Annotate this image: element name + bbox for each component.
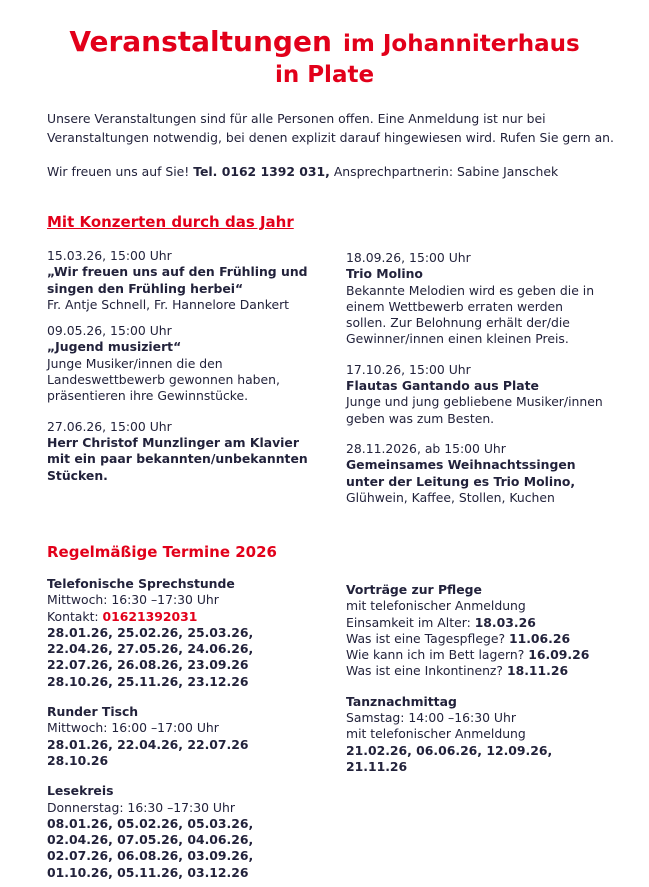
concerts-left-column xyxy=(47,248,317,484)
date-list: 28.10.26, 25.11.26, 23.12.26 xyxy=(47,673,249,689)
date-list: 22.04.26, 27.05.26, 24.06.26, xyxy=(47,641,254,657)
dance-time: Samstag: 14:00 –16:30 Uhr xyxy=(346,710,516,726)
reading-circle-title: Lesekreis xyxy=(47,783,114,799)
care-talk-date: 18.03.26 xyxy=(474,614,536,630)
care-talk-item xyxy=(346,631,636,647)
concerts-heading: Mit Konzerten durch das Jahr xyxy=(47,213,294,231)
care-talk-date: 16.09.26 xyxy=(528,647,590,663)
title-part-1: Veranstaltungen xyxy=(69,25,332,58)
event-date: 27.06.26, 15:00 Uhr xyxy=(47,418,172,434)
care-talk-date: 18.11.26 xyxy=(506,663,569,679)
event-description: einem Wettbewerb erraten werden xyxy=(346,298,563,314)
regular-right-column xyxy=(346,582,636,775)
contact-number: 01621392031 xyxy=(102,608,198,624)
event-description: präsentieren ihre Gewinnstücke. xyxy=(47,388,249,404)
event-date: 09.05.26, 15:00 Uhr xyxy=(47,323,172,339)
event-title: „Jugend musiziert“ xyxy=(47,339,182,355)
event-description: geben was zum Besten. xyxy=(346,410,495,426)
care-talk-label: Einsamkeit im Alter: xyxy=(346,614,475,630)
regular-left-column xyxy=(47,576,317,881)
event-date: 15.03.26, 15:00 Uhr xyxy=(47,248,172,263)
phone-hour-contact xyxy=(47,609,317,625)
care-talk-date: 11.06.26 xyxy=(508,630,571,646)
date-list: 01.10.26, 05.11.26, 03.12.26 xyxy=(47,864,249,880)
round-table-time: Mittwoch: 16:00 –17:00 Uhr xyxy=(47,720,219,736)
event-title: singen den Frühling herbei“ xyxy=(47,280,244,296)
title-part-2: im Johanniterhaus xyxy=(343,31,580,57)
care-talk-label: Was ist eine Tagespflege? xyxy=(346,630,509,646)
care-talks-note: mit telefonischer Anmeldung xyxy=(346,598,526,614)
event-title: „Wir freuen uns auf den Frühling und xyxy=(47,264,308,280)
event-description: Fr. Antje Schnell, Fr. Hannelore Dankert xyxy=(47,296,290,312)
reading-circle-time: Donnerstag: 16:30 –17:30 Uhr xyxy=(47,799,235,815)
contact-line xyxy=(47,162,617,181)
care-talk-item xyxy=(346,663,636,679)
event-date: 17.10.26, 15:00 Uhr xyxy=(346,361,471,377)
event-title: unter der Leitung es Trio Molino, xyxy=(346,473,576,489)
event-title: Herr Christof Munzlinger am Klavier xyxy=(47,434,299,450)
phone-hour-title: Telefonische Sprechstunde xyxy=(47,576,235,591)
event-description: Bekannte Melodien wird es geben die in xyxy=(346,282,595,298)
care-talks-title: Vorträge zur Pflege xyxy=(346,582,482,597)
intro-line-2: Veranstaltungen notwendig, bei denen explizit darauf hingewiesen wird. Rufen Sie gern an. xyxy=(47,130,614,145)
regular-dates-heading: Regelmäßige Termine 2026 xyxy=(47,543,277,561)
date-list: 22.07.26, 26.08.26, 23.09.26 xyxy=(47,657,249,673)
round-table-title: Runder Tisch xyxy=(47,704,139,720)
contact-prefix: Wir freuen uns auf Sie! xyxy=(47,164,194,179)
event-description: sollen. Zur Belohnung erhält der/die xyxy=(346,315,570,331)
event-title: mit ein paar bekannten/unbekannten xyxy=(47,451,308,467)
phone-hour-time: Mittwoch: 16:30 –17:30 Uhr xyxy=(47,592,219,608)
contact-label: Kontakt: xyxy=(47,608,103,624)
event-title: Stücken. xyxy=(47,467,108,483)
care-talk-item xyxy=(346,615,636,631)
event-title: Gemeinsames Weihnachtssingen xyxy=(346,457,576,473)
care-talk-item xyxy=(346,647,636,663)
event-date: 28.11.2026, ab 15:00 Uhr xyxy=(346,440,506,456)
date-list: 21.11.26 xyxy=(346,758,408,774)
date-list: 02.07.26, 06.08.26, 03.09.26, xyxy=(47,848,254,864)
page-title-line-2: in Plate xyxy=(274,62,375,88)
date-list: 02.04.26, 07.05.26, 04.06.26, xyxy=(47,832,254,848)
intro-line-1: Unsere Veranstaltungen sind für alle Personen offen. Eine Anmeldung ist nur bei xyxy=(47,111,546,126)
concerts-right-column xyxy=(346,250,636,506)
event-title: Trio Molino xyxy=(346,266,423,282)
contact-phone: Tel. 0162 1392 031, xyxy=(193,164,330,179)
event-description: Junge und jung gebliebene Musiker/innen xyxy=(346,394,603,410)
event-date: 18.09.26, 15:00 Uhr xyxy=(346,250,471,265)
page-title xyxy=(0,21,649,59)
date-list: 08.01.26, 05.02.26, 05.03.26, xyxy=(47,815,254,831)
date-list: 28.01.26, 22.04.26, 22.07.26 xyxy=(47,736,249,752)
event-description: Landeswettbewerb gewonnen haben, xyxy=(47,372,280,388)
dance-title: Tanznachmittag xyxy=(346,693,457,709)
event-description: Glühwein, Kaffee, Stollen, Kuchen xyxy=(346,489,555,505)
care-talk-label: Was ist eine Inkontinenz? xyxy=(346,663,507,679)
date-list: 28.10.26 xyxy=(47,752,109,768)
dance-note: mit telefonischer Anmeldung xyxy=(346,726,526,742)
care-talk-label: Wie kann ich im Bett lagern? xyxy=(346,647,529,663)
date-list: 21.02.26, 06.06.26, 12.09.26, xyxy=(346,742,553,758)
date-list: 28.01.26, 25.02.26, 25.03.26, xyxy=(47,624,254,640)
intro-text xyxy=(47,109,617,147)
event-description: Junge Musiker/innen die den xyxy=(47,355,223,371)
event-description: Gewinner/innen einen kleinen Preis. xyxy=(346,331,569,347)
event-title: Flautas Gantando aus Plate xyxy=(346,378,539,394)
contact-suffix: Ansprechpartnerin: Sabine Janschek xyxy=(329,164,559,179)
